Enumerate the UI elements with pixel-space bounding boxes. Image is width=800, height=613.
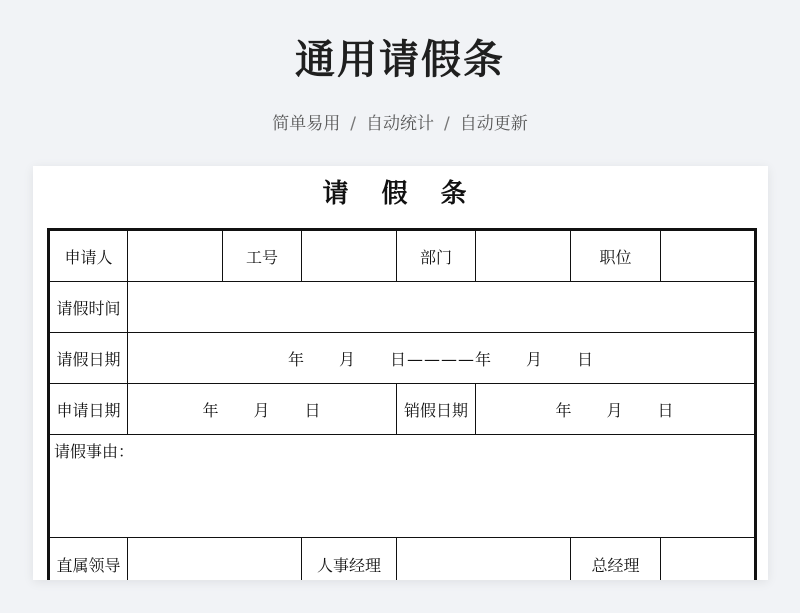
leave-time-field[interactable] bbox=[128, 282, 756, 333]
subtitle-separator: / bbox=[444, 114, 450, 134]
hr-label-cell bbox=[302, 538, 397, 581]
apply-date-field[interactable]: 年 月 日 bbox=[128, 384, 397, 435]
leave-form-sheet bbox=[33, 166, 768, 580]
gm-sign-field[interactable] bbox=[661, 538, 756, 581]
page-title: 通用请假条 bbox=[295, 37, 505, 83]
subtitle-feature-1: 简单易用 bbox=[272, 114, 341, 134]
leave-time-label: 请假时间 bbox=[49, 282, 128, 333]
reason-field[interactable] bbox=[49, 435, 756, 538]
form-row-signatures bbox=[49, 538, 756, 581]
form-row-leave-dates bbox=[49, 333, 756, 384]
supervisor-label: 直属领导 bbox=[56, 556, 121, 575]
form-row-leave-time bbox=[49, 282, 756, 333]
subtitle-feature-2: 自动统计 bbox=[366, 114, 434, 134]
job-no-label: 工号 bbox=[223, 230, 302, 282]
cancel-date-field[interactable]: 年 月 日 bbox=[476, 384, 756, 435]
hr-manager-label: 人事经理 bbox=[316, 556, 381, 575]
form-row-apply-date bbox=[49, 384, 756, 435]
position-field[interactable] bbox=[661, 230, 756, 282]
supervisor-sign-field[interactable] bbox=[128, 538, 302, 581]
job-no-field[interactable] bbox=[302, 230, 397, 282]
department-label: 部门 bbox=[397, 230, 476, 282]
department-field[interactable] bbox=[476, 230, 571, 282]
subtitle-feature-3: 自动更新 bbox=[459, 114, 528, 134]
hr-sign-field[interactable] bbox=[397, 538, 571, 581]
supervisor-label-cell bbox=[49, 538, 128, 581]
leave-form-table bbox=[47, 228, 757, 580]
leave-dates-field[interactable]: 年 月 日————年 月 日 bbox=[128, 333, 756, 384]
leave-dates-label: 请假日期 bbox=[49, 333, 128, 384]
applicant-field[interactable] bbox=[128, 230, 223, 282]
subtitle bbox=[0, 110, 800, 138]
form-row-applicant bbox=[49, 230, 756, 282]
form-row-reason bbox=[49, 435, 756, 538]
position-label: 职位 bbox=[571, 230, 661, 282]
applicant-label: 申请人 bbox=[49, 230, 128, 282]
form-title: 请 假 条 bbox=[322, 179, 479, 209]
general-manager-label: 总经理 bbox=[591, 556, 640, 575]
apply-date-label: 申请日期 bbox=[49, 384, 128, 435]
gm-label-cell bbox=[571, 538, 661, 581]
subtitle-separator: / bbox=[350, 114, 356, 134]
reason-label: 请假事由： bbox=[54, 442, 135, 461]
cancel-date-label: 销假日期 bbox=[397, 384, 476, 435]
